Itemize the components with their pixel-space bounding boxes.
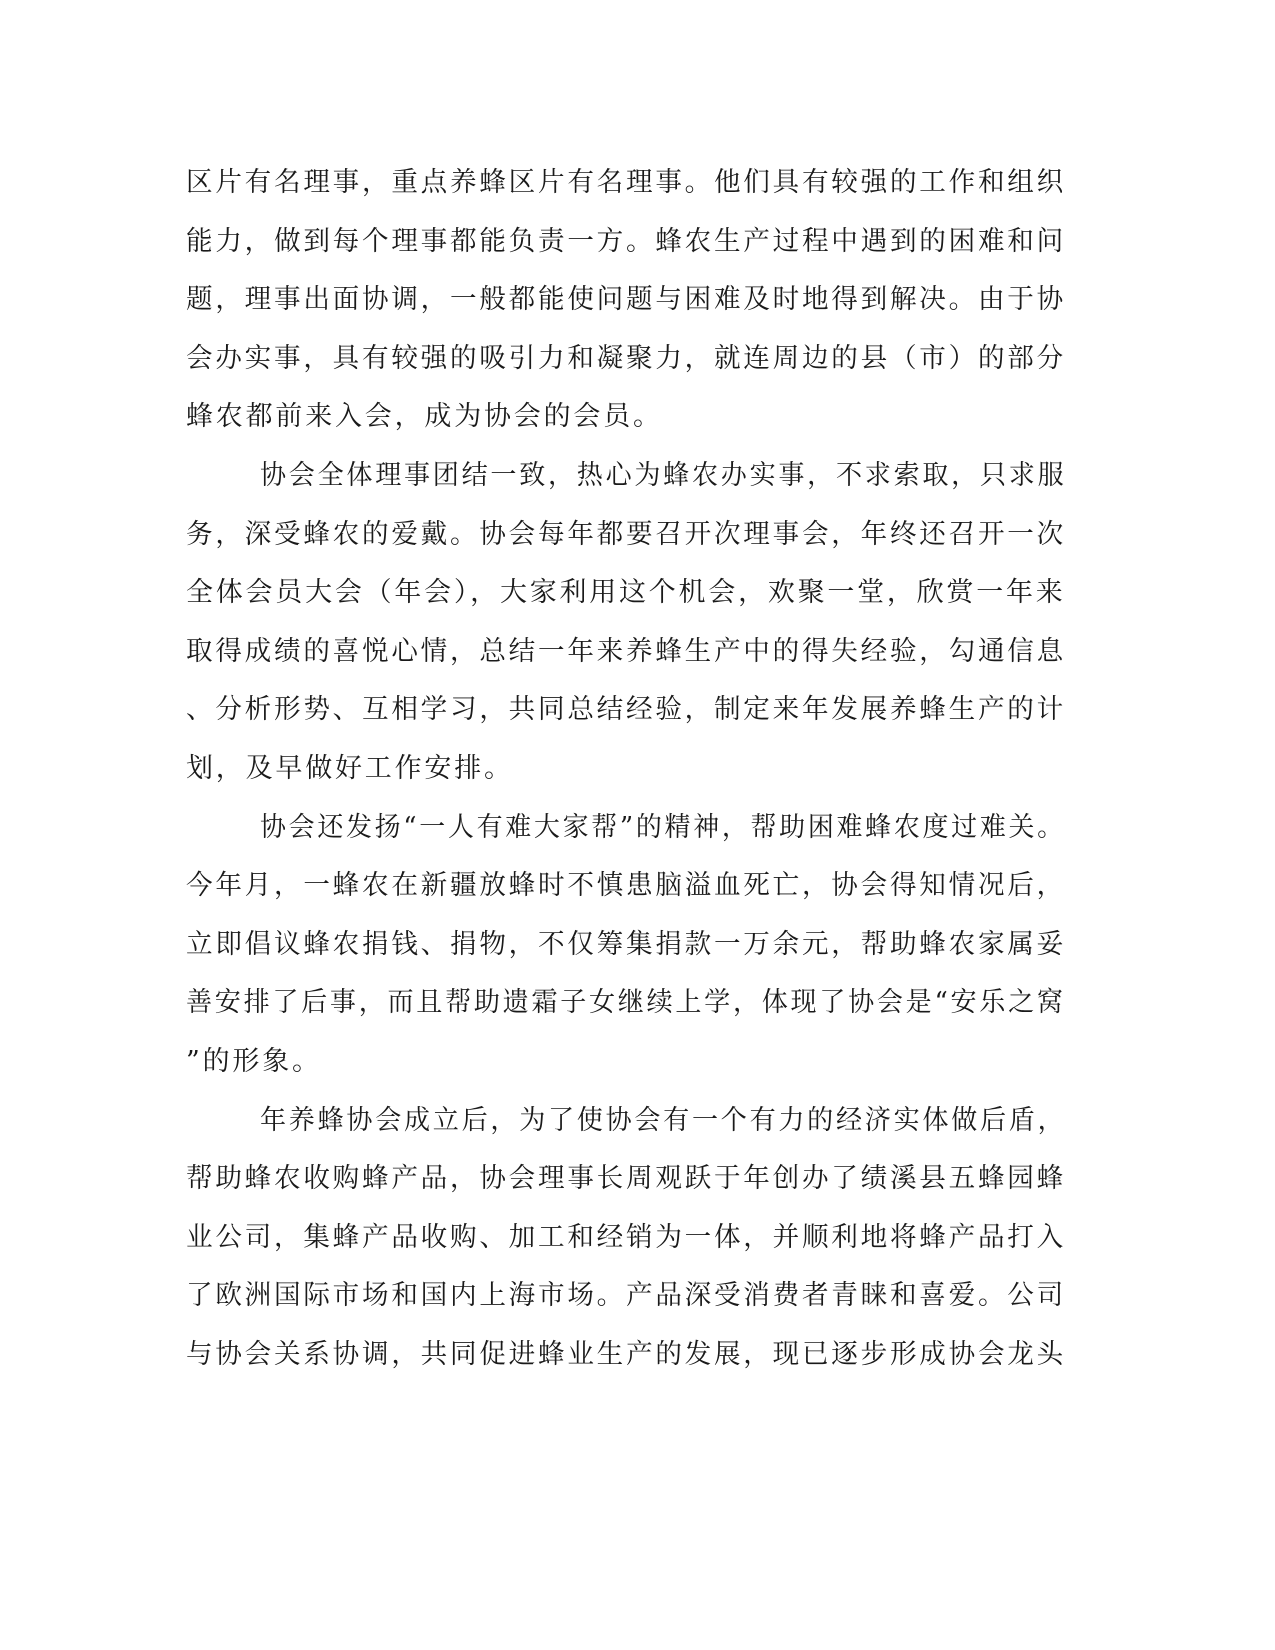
- text-line: 了欧洲国际市场和国内上海市场。产品深受消费者青睐和喜爱。公司: [186, 1280, 1066, 1311]
- text-line: 取得成绩的喜悦心情，总结一年来养蜂生产中的得失经验，勾通信息: [186, 636, 1066, 667]
- text-line: ”的形象。: [186, 1046, 322, 1077]
- text-line: 立即倡议蜂农捐钱、捐物，不仅筹集捐款一万余元，帮助蜂农家属妥: [186, 929, 1066, 960]
- paragraph-first-line: 协会还发扬“一人有难大家帮”的精神，帮助困难蜂农度过难关。: [260, 812, 1066, 843]
- text-line: 会办实事，具有较强的吸引力和凝聚力，就连周边的县（市）的部分: [186, 343, 1066, 374]
- text-line: 今年月，一蜂农在新疆放蜂时不慎患脑溢血死亡，协会得知情况后，: [186, 870, 1066, 901]
- text-line: 业公司，集蜂产品收购、加工和经销为一体，并顺利地将蜂产品打入: [186, 1222, 1066, 1253]
- text-line: 善安排了后事，而且帮助遗霜子女继续上学，体现了协会是“安乐之窝: [186, 987, 1066, 1018]
- text-line: 务，深受蜂农的爱戴。协会每年都要召开次理事会，年终还召开一次: [186, 519, 1066, 550]
- text-line: 区片有名理事，重点养蜂区片有名理事。他们具有较强的工作和组织: [186, 167, 1066, 198]
- text-line: 蜂农都前来入会，成为协会的会员。: [186, 401, 663, 432]
- text-line: 划，及早做好工作安排。: [186, 753, 514, 784]
- paragraph-first-line: 年养蜂协会成立后，为了使协会有一个有力的经济实体做后盾，: [260, 1105, 1067, 1136]
- paragraph-first-line: 协会全体理事团结一致，热心为蜂农办实事，不求索取，只求服: [260, 460, 1067, 491]
- text-line: 能力，做到每个理事都能负责一方。蜂农生产过程中遇到的困难和问: [186, 226, 1066, 257]
- text-line: 题，理事出面协调，一般都能使问题与困难及时地得到解决。由于协: [186, 284, 1066, 315]
- text-line: 、分析形势、互相学习，共同总结经验，制定来年发展养蜂生产的计: [186, 694, 1066, 725]
- text-line: 全体会员大会（年会），大家利用这个机会，欢聚一堂，欣赏一年来: [186, 577, 1066, 608]
- text-line: 帮助蜂农收购蜂产品，协会理事长周观跃于年创办了绩溪县五蜂园蜂: [186, 1163, 1066, 1194]
- text-line: 与协会关系协调，共同促进蜂业生产的发展，现已逐步形成协会龙头: [186, 1339, 1066, 1370]
